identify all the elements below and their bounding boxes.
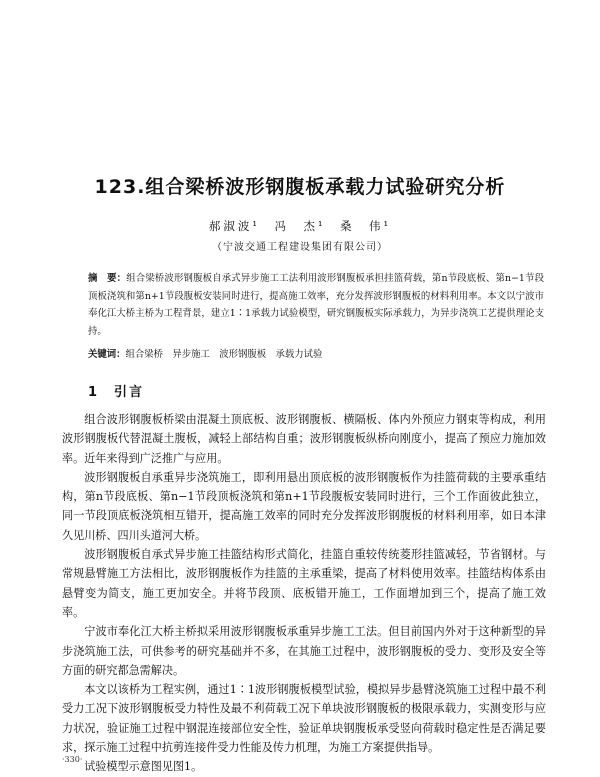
body-text bbox=[62, 410, 546, 777]
keywords-label: 关键词： bbox=[88, 349, 126, 360]
keywords-text: 组合梁桥 异步施工 波形钢腹板 承载力试验 bbox=[125, 349, 323, 360]
paper-title: 123.组合梁桥波形钢腹板承载力试验研究分析 bbox=[94, 176, 506, 198]
body-paragraph: 本文以该桥为工程实例，通过1∶1波形钢腹板模型试验，模拟异步悬臂浇筑施工过程中最不利受力工况下波形钢腹板受力特性及最不利荷载工况下单块波形钢腹板的极限承载力，实测变形与应力状况，验证施工过程中钢混连接部位安全性，验证单块钢腹板承受竖向荷载时稳定性是否满足要求，探示施工过程中抗剪连接件受力性能及传力机理，为施工方案提供指导。 bbox=[62, 683, 546, 755]
body-paragraph: 组合波形钢腹板桥梁由混凝土顶底板、波形钢腹板、横隔板、体内外预应力钢束等构成，利用波形钢腹板代替混凝土腹板，减轻上部结构自重；波形钢腹板纵桥向刚度小，提高了预应力施加效率。近年来得到广泛推广与应用。 bbox=[62, 413, 546, 465]
body-paragraph: 试验模型示意图见图1。 bbox=[84, 760, 203, 774]
abstract bbox=[88, 270, 544, 340]
body-paragraph: 波形钢腹板自承重异步浇筑施工，即利用悬出顶底板的波形钢腹板作为挂篮荷载的主要承重结构，第n节段底板、第n−1节段顶板浇筑和第n+1节段腹板安装同时进行，三个工作面彼此独立，同一节段顶底板浇筑相互错开，提高施工效率的同时充分发挥波形钢腹板的材料利用率，如日本津久见川桥、四川头道河大桥。 bbox=[62, 470, 546, 542]
abstract-label: 摘 要： bbox=[88, 273, 127, 284]
abstract-text: 组合梁桥波形钢腹板自承式异步施工工法利用波形钢腹板承担挂篮荷载，第n节段底板、第n−1节段顶板浇筑和第n+1节段腹板安装同时进行，提高施工效率，充分发挥波形钢腹板的材料利用率。本文以宁波市奉化江大桥主桥为工程背景，建立1∶1承载力试验模型，研究钢腹板实际承载力，为异步浇筑工艺提供理论支持。 bbox=[88, 273, 544, 337]
keywords bbox=[88, 347, 544, 363]
affiliation: （宁波交通工程建设集团有限公司） bbox=[212, 242, 388, 253]
author-list: 郝淑波¹ 冯 杰¹ 桑 伟¹ bbox=[208, 219, 392, 233]
page-number: ·330· bbox=[62, 755, 83, 764]
body-paragraph: 宁波市奉化江大桥主桥拟采用波形钢腹板承重异步施工工法。但目前国内外对于这种新型的异步浇筑施工法，可供参考的研究基础并不多，在其施工过程中，波形钢腹板的受力、变形及安全等方面的研究都急需解决。 bbox=[62, 625, 546, 677]
section-heading: 1 引言 bbox=[88, 385, 145, 400]
body-paragraph: 波形钢腹板自承式异步施工挂篮结构形式简化，挂篮自重较传统菱形挂篮减轻，节省钢材。与常规悬臂施工方法相比，波形钢腹板作为挂篮的主承重梁，提高了材料使用效率。挂篮结构体系由悬臂变为简支，施工更加安全。并将节段顶、底板错开施工，工作面增加到三个，提高了施工效率。 bbox=[62, 548, 546, 619]
